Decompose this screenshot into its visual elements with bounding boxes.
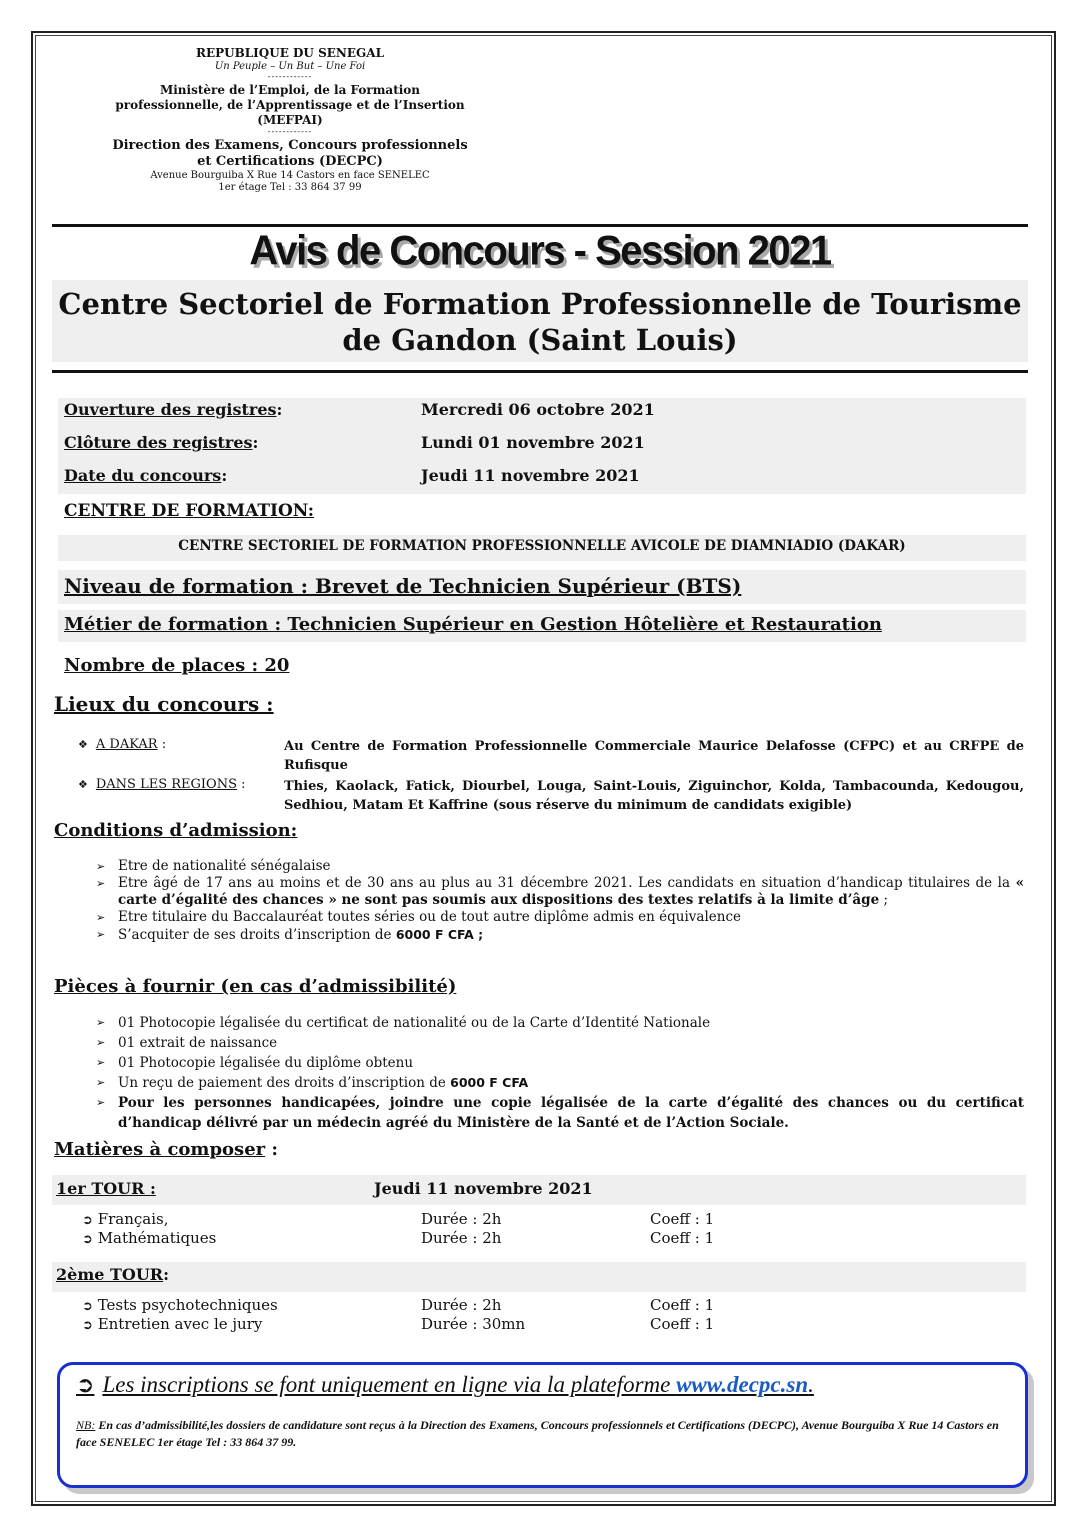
subject-duree: Durée : 30mn	[421, 1315, 526, 1333]
lieux-regions-value: Thies, Kaolack, Fatick, Diourbel, Louga, Saint-Louis, Ziguinchor, Kolda, Tambacounda, Kedougou, Sedhiou, Matam Et Kaffrine (sous réserve du minimum de candidats exigible)	[284, 779, 1024, 813]
direction-name: Direction des Examens, Concours professionnels et Certifications (DECPC)	[112, 138, 468, 169]
tour2-shade	[52, 1262, 1026, 1292]
cloture-label: Clôture des registres:	[64, 433, 259, 452]
list-item: ➢ S’acquiter de ses droits d’inscription de 6000 F CFA ;	[96, 927, 484, 943]
subject-name: ➲ Français,	[82, 1210, 169, 1228]
subject-coeff: Coeff : 1	[650, 1210, 715, 1228]
ministry-name: Ministère de l’Emploi, de la Formation professionnelle, de l’Apprentissage et de l’Insertion (MEFPAI)	[115, 83, 465, 127]
circle-arrow-icon: ➲	[82, 1213, 93, 1228]
lieux-heading: Lieux du concours :	[54, 692, 274, 716]
arrow-bullet-icon: ➢	[96, 928, 106, 941]
arrow-bullet-icon: ➢	[96, 860, 106, 873]
list-item: ➢ 01 Photocopie légalisée du certificat de nationalité ou de la Carte d’Identité Nationale	[96, 1015, 711, 1031]
subject-duree: Durée : 2h	[421, 1229, 502, 1247]
centre-title-box	[52, 280, 1028, 362]
concours-date-label: Date du concours:	[64, 466, 228, 485]
online-registration-text: ➲ Les inscriptions se font uniquement en ligne via la plateforme www.decpc.sn.	[76, 1372, 814, 1398]
list-item: ➢ 01 Photocopie légalisée du diplôme obtenu	[96, 1055, 414, 1071]
subject-coeff: Coeff : 1	[650, 1229, 715, 1247]
arrow-bullet-icon: ➢	[96, 1016, 106, 1029]
tour1-label: 1er TOUR :	[56, 1179, 156, 1198]
arrow-bullet-icon: ➢	[96, 911, 106, 924]
official-header	[110, 46, 470, 194]
pieces-list	[96, 1013, 1024, 1133]
subject-duree: Durée : 2h	[421, 1296, 502, 1314]
tour1-date: Jeudi 11 novembre 2021	[374, 1179, 593, 1198]
national-motto: Un Peuple – Un But – Une Foi	[214, 61, 366, 72]
centre-formation-value: CENTRE SECTORIEL DE FORMATION PROFESSIONNELLE AVICOLE DE DIAMNIADIO (DAKAR)	[178, 538, 906, 554]
ouverture-value: Mercredi 06 octobre 2021	[421, 400, 655, 419]
subject-coeff: Coeff : 1	[650, 1296, 715, 1314]
circle-arrow-icon: ➲	[82, 1299, 93, 1314]
lieux-dakar-key: ❖ A DAKAR :	[78, 737, 167, 752]
list-item: ➢ Etre âgé de 17 ans au moins et de 30 ans au plus au 31 décembre 2021. Les candidats en situation d’handicap titulaires de la « carte d’égalité des chances » ne sont pas soumis aux dispositions des textes relatifs à la limite d’âge ;	[96, 875, 1024, 908]
conditions-heading: Conditions d’admission:	[54, 820, 298, 841]
nombre-places: Nombre de places : 20	[64, 655, 290, 676]
cloture-value: Lundi 01 novembre 2021	[421, 433, 645, 452]
list-item: ➢ Etre titulaire du Baccalauréat toutes séries ou de tout autre diplôme admis en équivalence	[96, 909, 742, 925]
direction-address: Avenue Bourguiba X Rue 14 Castors en face SENELEC	[150, 170, 430, 181]
arrow-bullet-icon: ➢	[96, 1076, 106, 1089]
nb-note: NB: En cas d’admissibilité,les dossiers de candidature sont reçus à la Direction des Examens, Concours professionnels et Certifications (DECPC), Avenue Bourguiba X Rue 14 Castors en face SENELEC 1er étage Tel : 33 864 37 99.	[76, 1418, 999, 1449]
circle-arrow-icon: ➲	[82, 1318, 93, 1333]
direction-phone: 1er étage Tel : 33 864 37 99	[218, 182, 362, 193]
republic-name: REPUBLIQUE DU SENEGAL	[195, 46, 384, 60]
ouverture-label: Ouverture des registres:	[64, 400, 283, 419]
arrow-bullet-icon: ➢	[96, 1056, 106, 1069]
matieres-heading: Matières à composer :	[54, 1139, 279, 1160]
list-item: ➢ 01 extrait de naissance	[96, 1035, 278, 1051]
header-separator: ------------	[267, 127, 313, 136]
niveau-formation: Niveau de formation : Brevet de Technicien Supérieur (BTS)	[64, 574, 742, 598]
diamond-bullet-icon: ❖	[78, 778, 88, 791]
page-title: Avis de Concours - Session 2021	[249, 227, 831, 275]
pieces-heading: Pièces à fournir (en cas d’admissibilité)	[54, 976, 457, 997]
metier-formation: Métier de formation : Technicien Supérieur en Gestion Hôtelière et Restauration	[64, 614, 882, 635]
arrow-bullet-icon: ➢	[96, 1036, 106, 1049]
subject-duree: Durée : 2h	[421, 1210, 502, 1228]
concours-date-value: Jeudi 11 novembre 2021	[421, 466, 640, 485]
subject-name: ➲ Tests psychotechniques	[82, 1296, 278, 1314]
subject-coeff: Coeff : 1	[650, 1315, 715, 1333]
subject-name: ➲ Mathématiques	[82, 1229, 217, 1247]
decpc-website-link[interactable]: www.decpc.sn	[676, 1372, 809, 1397]
subject-name: ➲ Entretien avec le jury	[82, 1315, 263, 1333]
arrow-bullet-icon: ➢	[96, 877, 106, 890]
diamond-bullet-icon: ❖	[78, 738, 88, 751]
list-item: ➢ Etre de nationalité sénégalaise	[96, 858, 331, 874]
divider-mid	[52, 370, 1028, 373]
centre-formation-heading: CENTRE DE FORMATION:	[64, 501, 315, 521]
conditions-list	[96, 858, 1024, 944]
tour2-label: 2ème TOUR:	[56, 1265, 169, 1284]
header-separator: ------------	[267, 72, 313, 81]
list-item: ➢ Pour les personnes handicapées, joindre une copie légalisée de la carte d’égalité des chances ou du certificat d’handicap délivré par un médecin agréé du Ministère de la Santé et de l’Action Sociale.	[96, 1095, 1024, 1131]
arrow-bullet-icon: ➢	[96, 1096, 106, 1109]
centre-title: Centre Sectoriel de Formation Professionnelle de Tourisme de Gandon (Saint Louis)	[58, 287, 1022, 357]
circle-arrow-icon: ➲	[76, 1373, 95, 1398]
circle-arrow-icon: ➲	[82, 1232, 93, 1247]
lieux-regions-key: ❖ DANS LES REGIONS :	[78, 777, 246, 792]
lieux-dakar-value: Au Centre de Formation Professionnelle Commerciale Maurice Delafosse (CFPC) et au CRFPE de Rufisque	[284, 739, 1024, 773]
list-item: ➢ Un reçu de paiement des droits d’inscription de 6000 F CFA	[96, 1075, 529, 1091]
